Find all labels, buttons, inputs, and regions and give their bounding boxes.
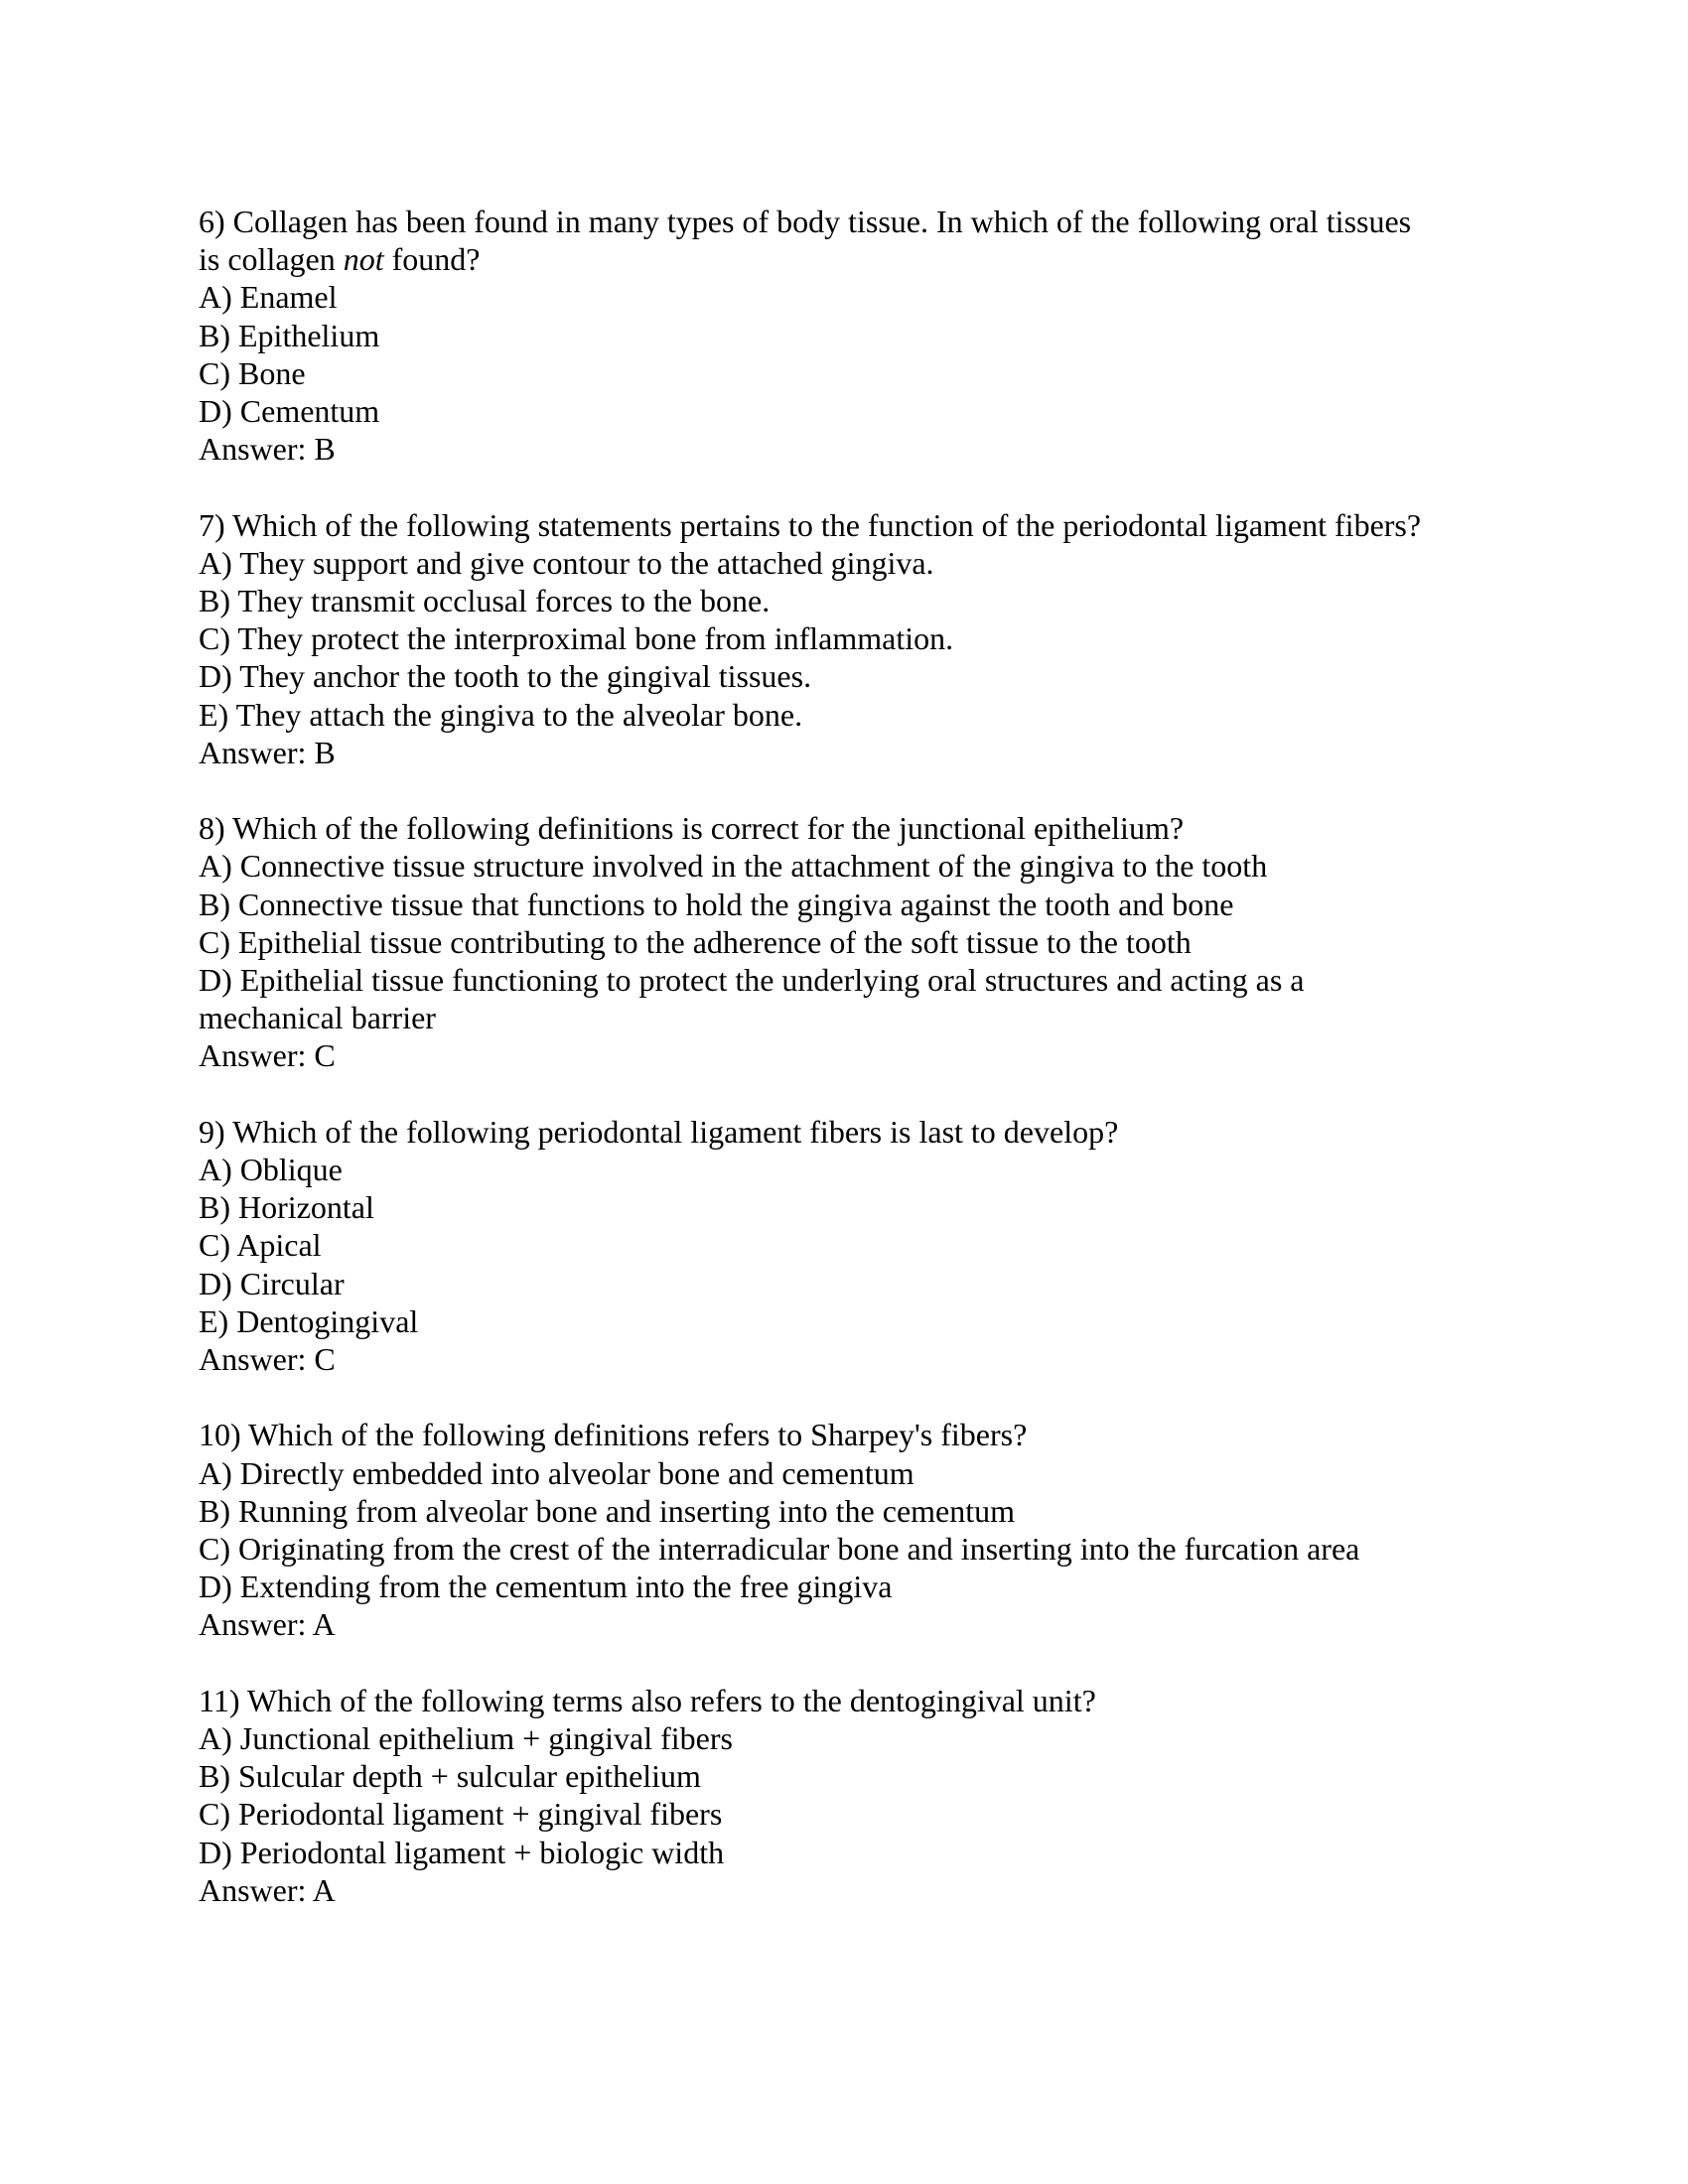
question-stem: 8) Which of the following definitions is correct for the junctional epithelium?: [199, 810, 1185, 847]
question-stem: 7) Which of the following statements pertains to the function of the periodontal ligament fibers?: [199, 506, 1422, 543]
option-c: C) Apical: [199, 1227, 322, 1264]
emphasis-not: not: [343, 241, 384, 278]
option-d: D) Cementum: [199, 393, 380, 430]
option-e: E) Dentogingival: [199, 1302, 419, 1339]
option-c: C) They protect the interproximal bone from inflammation.: [199, 620, 954, 657]
question-stem-continued: [199, 240, 1509, 278]
option-b: B) Sulcular depth + sulcular epithelium: [199, 1758, 701, 1795]
option-d: D) Epithelial tissue functioning to protect the underlying oral structures and acting as a: [199, 962, 1305, 999]
answer: Answer: C: [199, 1341, 336, 1378]
option-d: D) Extending from the cementum into the free gingiva: [199, 1569, 893, 1605]
option-b: B) Running from alveolar bone and inserting into the cementum: [199, 1492, 1016, 1529]
option-d-continued: mechanical barrier: [199, 1000, 436, 1036]
option-a: A) Junctional epithelium + gingival fibers: [199, 1720, 733, 1757]
question-stem: 11) Which of the following terms also refers to the dentogingival unit?: [199, 1682, 1096, 1718]
document-page: [199, 203, 1509, 1947]
stem-text: found?: [383, 241, 481, 278]
option-e: E) They attach the gingiva to the alveolar bone.: [199, 696, 803, 733]
option-c: C) Bone: [199, 354, 306, 391]
option-b: B) Connective tissue that functions to hold the gingiva against the tooth and bone: [199, 886, 1234, 922]
option-d: D) Periodontal ligament + biologic width: [199, 1834, 725, 1870]
option-b: B) They transmit occlusal forces to the bone.: [199, 583, 771, 619]
answer: Answer: A: [199, 1606, 336, 1643]
option-d: D) Circular: [199, 1265, 345, 1301]
answer: Answer: B: [199, 734, 336, 770]
question-stem: 6) Collagen has been found in many types of body tissue. In which of the following oral tissues: [199, 204, 1412, 239]
option-a: A) Connective tissue structure involved in the attachment of the gingiva to the tooth: [199, 848, 1268, 885]
question-10: [199, 1416, 1509, 1643]
option-b: B) Epithelium: [199, 317, 380, 353]
option-d: D) They anchor the tooth to the gingival tissues.: [199, 658, 812, 695]
answer: Answer: C: [199, 1037, 336, 1074]
question-stem: 10) Which of the following definitions refers to Sharpey's fibers?: [199, 1417, 1028, 1453]
option-a: A) They support and give contour to the attached gingiva.: [199, 544, 934, 581]
option-a: A) Directly embedded into alveolar bone and cementum: [199, 1454, 914, 1491]
option-a: A) Enamel: [199, 279, 338, 316]
option-b: B) Horizontal: [199, 1189, 374, 1226]
option-a: A) Oblique: [199, 1152, 343, 1188]
question-9: [199, 1113, 1509, 1378]
question-stem: 9) Which of the following periodontal ligament fibers is last to develop?: [199, 1113, 1119, 1150]
option-c: C) Periodontal ligament + gingival fibers: [199, 1796, 723, 1833]
question-8: [199, 809, 1509, 1074]
question-6: [199, 203, 1509, 468]
option-c: C) Originating from the crest of the interradicular bone and inserting into the furcation area: [199, 1531, 1360, 1568]
stem-text: is collagen: [199, 241, 344, 278]
question-11: [199, 1682, 1509, 1909]
answer: Answer: A: [199, 1871, 336, 1908]
option-c: C) Epithelial tissue contributing to the adherence of the soft tissue to the tooth: [199, 923, 1192, 960]
answer: Answer: B: [199, 431, 336, 468]
question-7: [199, 506, 1509, 771]
